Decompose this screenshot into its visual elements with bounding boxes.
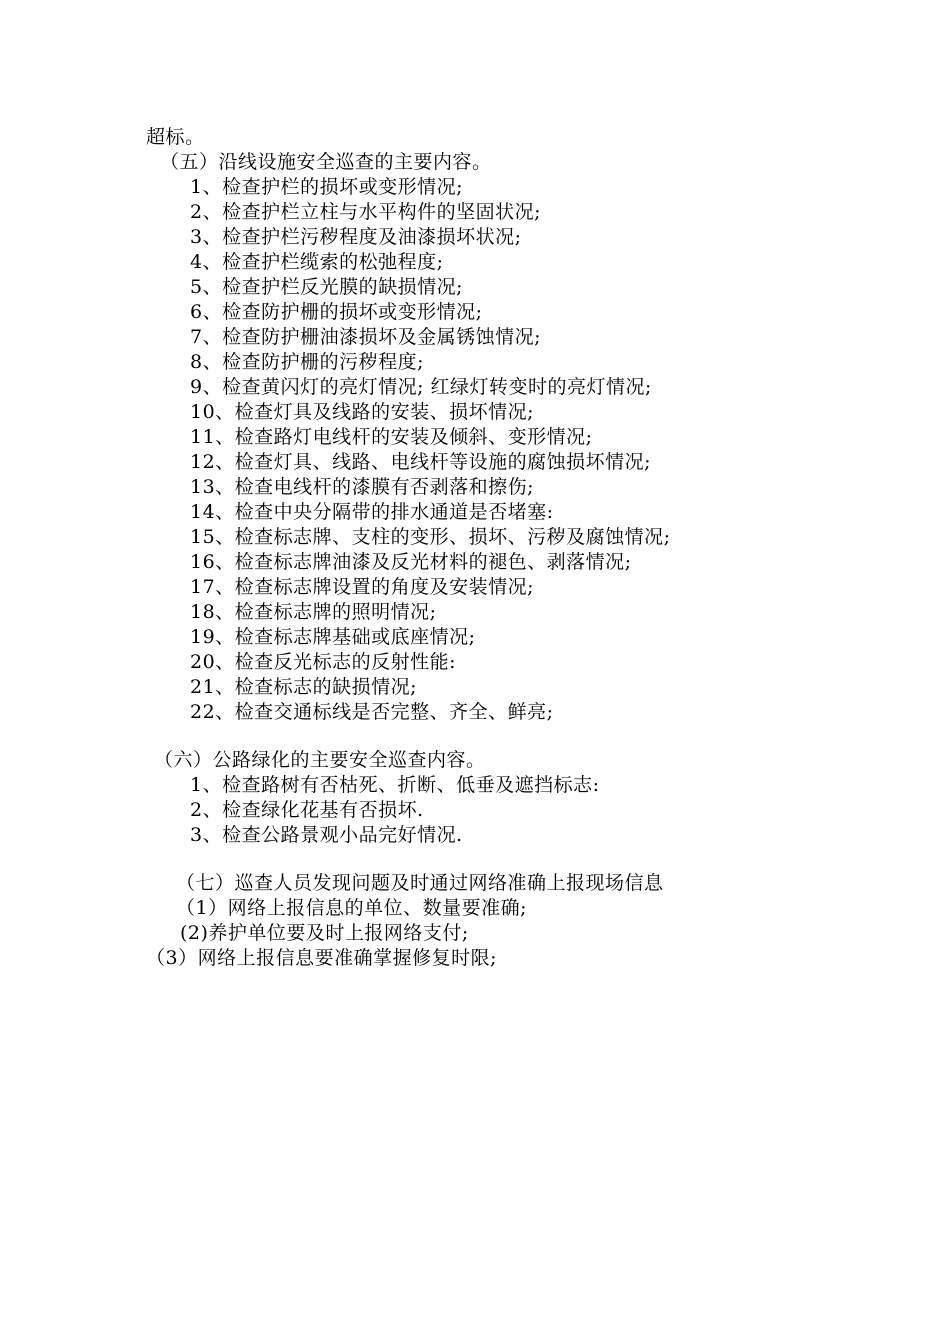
section5-item: 10、检查灯具及线路的安装、损坏情况; <box>190 401 535 423</box>
section5-item: 19、检查标志牌基础或底座情况; <box>190 626 476 648</box>
section5-item: 16、检查标志牌油漆及反光材料的褪色、剥落情况; <box>190 551 632 573</box>
section5-item: 21、检查标志的缺损情况; <box>190 676 418 698</box>
section5-item: 22、检查交通标线是否完整、齐全、鲜亮; <box>190 701 554 723</box>
section5-item: 6、检查防护栅的损坏或变形情况; <box>190 301 483 323</box>
section5-item: 5、检查护栏反光膜的缺损情况; <box>190 276 463 298</box>
section5-item: 14、检查中央分隔带的排水通道是否堵塞: <box>190 501 554 523</box>
section6-item: 2、检查绿化花基有否损坏. <box>190 799 424 821</box>
section5-item: 11、检查路灯电线杆的安装及倾斜、变形情况; <box>190 426 593 448</box>
section5-item: 12、检查灯具、线路、电线杆等设施的腐蚀损坏情况; <box>190 451 652 473</box>
section6-heading: （六）公路绿化的主要安全巡查内容。 <box>154 749 486 771</box>
section5-item: 9、检查黄闪灯的亮灯情况; 红绿灯转变时的亮灯情况; <box>190 376 652 398</box>
section7-heading: （七）巡查人员发现问题及时通过网络准确上报现场信息 <box>176 872 664 894</box>
section7-item: （1）网络上报信息的单位、数量要准确; <box>176 897 527 919</box>
section7-item: (2)养护单位要及时上报网络支付; <box>180 922 469 944</box>
section7-item: （3）网络上报信息要准确掌握修复时限; <box>146 947 497 969</box>
section6-item: 3、检查公路景观小品完好情况. <box>190 824 463 846</box>
section5-item: 15、检查标志牌、支柱的变形、损坏、污秽及腐蚀情况; <box>190 526 671 548</box>
section5-item: 4、检查护栏缆索的松弛程度; <box>190 251 444 273</box>
section6-item: 1、检查路树有否枯死、折断、低垂及遮挡标志: <box>190 774 600 796</box>
section5-item: 1、检查护栏的损坏或变形情况; <box>190 176 463 198</box>
section5-item: 20、检查反光标志的反射性能: <box>190 651 457 673</box>
section5-heading: （五）沿线设施安全巡查的主要内容。 <box>160 151 492 173</box>
section5-item: 7、检查防护栅油漆损坏及金属锈蚀情况; <box>190 326 541 348</box>
section5-item: 2、检查护栏立柱与水平构件的坚固状况; <box>190 201 541 223</box>
section5-item: 17、检查标志牌设置的角度及安装情况; <box>190 576 535 598</box>
section5-item: 18、检查标志牌的照明情况; <box>190 601 437 623</box>
section5-item: 3、检查护栏污秽程度及油漆损坏状况; <box>190 226 522 248</box>
section5-item: 8、检查防护栅的污秽程度; <box>190 351 424 373</box>
section5-item: 13、检查电线杆的漆膜有否剥落和擦伤; <box>190 476 535 498</box>
continuation-text: 超标。 <box>146 126 205 148</box>
